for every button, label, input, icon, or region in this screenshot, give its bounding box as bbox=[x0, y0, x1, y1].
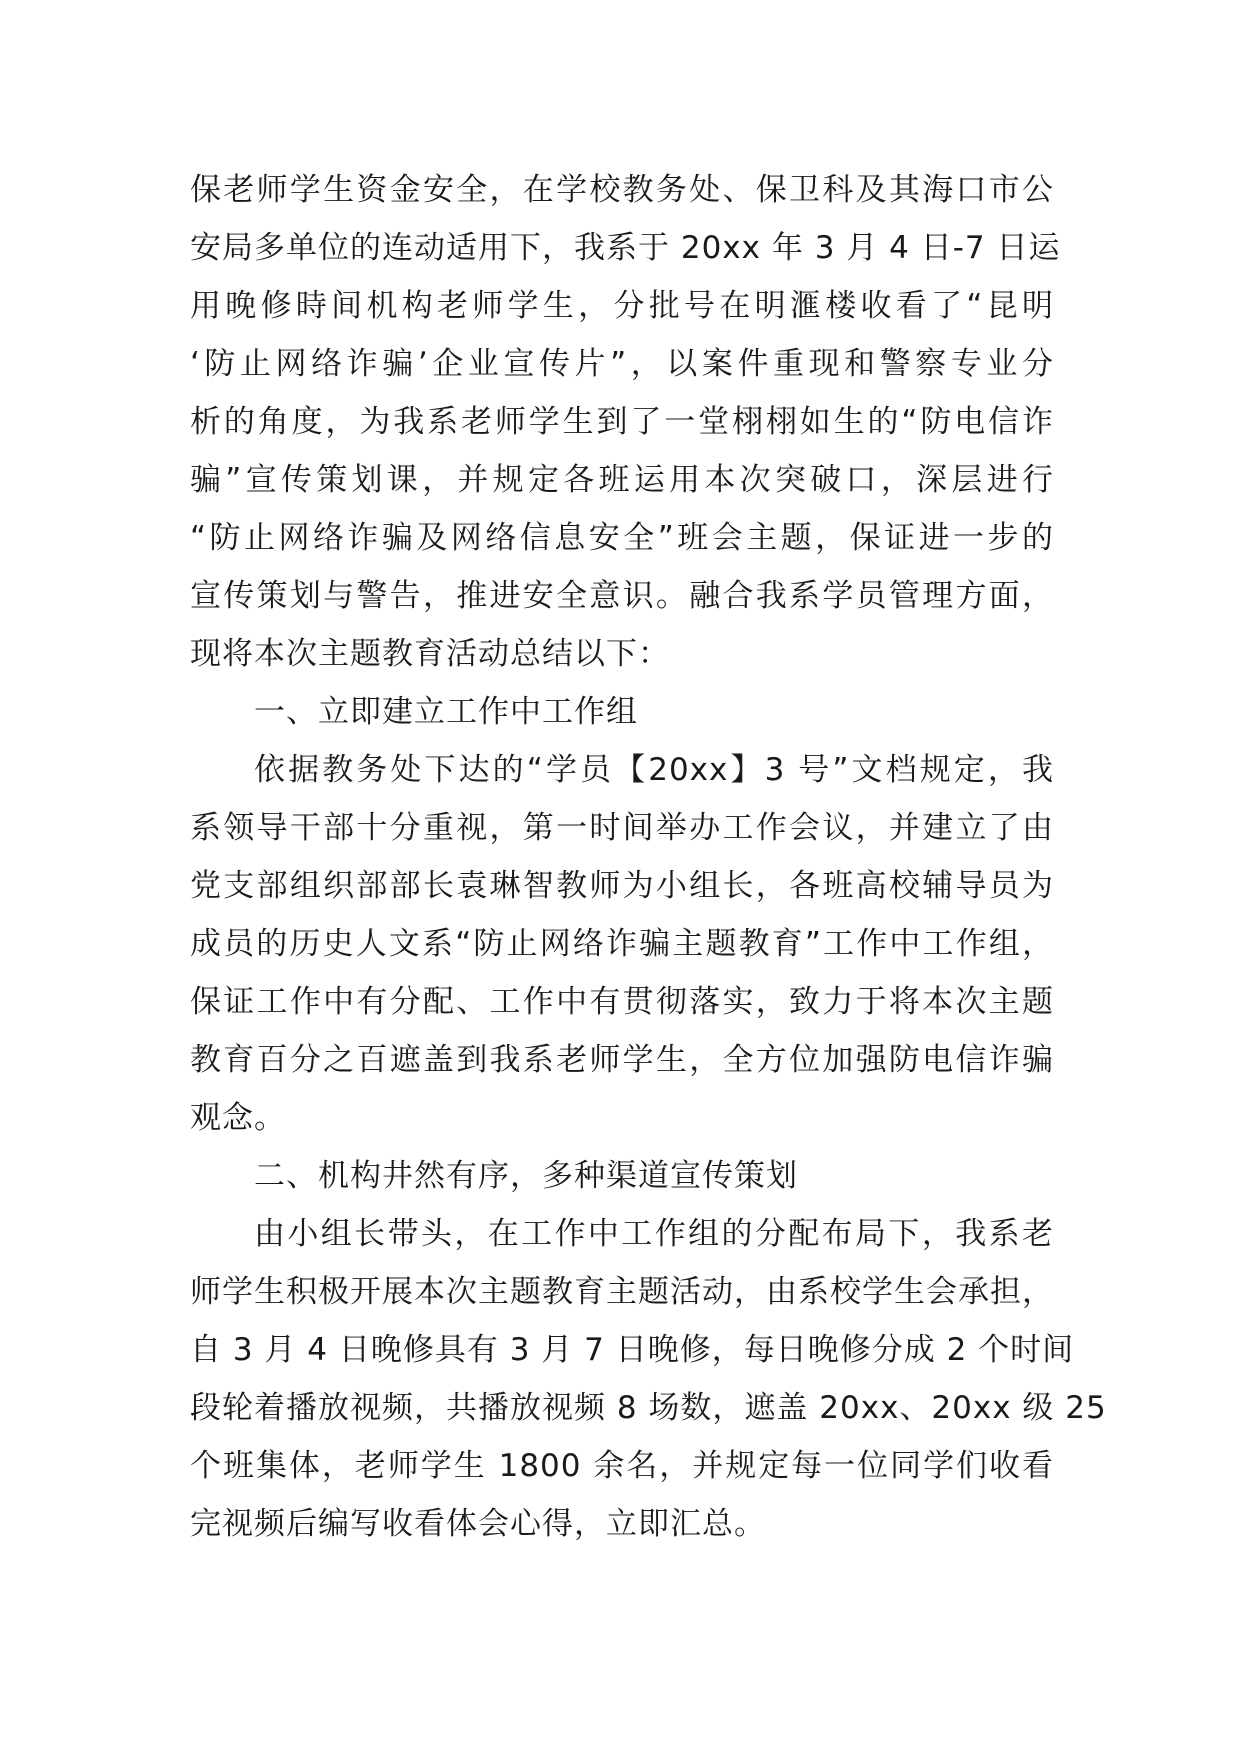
document-body bbox=[190, 161, 1107, 1553]
text-line: 保老师学生资金安全，在学校教务处、保卫科及其海口市公 bbox=[190, 172, 1054, 208]
text-line: 保证工作中有分配、工作中有贯彻落实，致力于将本次主题 bbox=[190, 984, 1054, 1020]
text-line: “防止网络诈骗及网络信息安全”班会主题，保证进一步的 bbox=[190, 520, 1054, 556]
text-line: 观念。 bbox=[190, 1100, 286, 1136]
text-line: 师学生积极开展本次主题教育主题活动，由系校学生会承担， bbox=[190, 1274, 1054, 1310]
section-heading: 一、立即建立工作中工作组 bbox=[254, 694, 638, 730]
section-heading: 二、机构井然有序，多种渠道宣传策划 bbox=[254, 1158, 798, 1194]
text-line: 宣传策划与警告，推进安全意识。融合我系学员管理方面， bbox=[190, 578, 1054, 614]
text-line: 安局多单位的连动适用下，我系于 20xx 年 3 月 4 日-7 日运 bbox=[190, 230, 1061, 266]
text-line: 现将本次主题教育活动总结以下： bbox=[190, 636, 670, 672]
text-line: 段轮着播放视频，共播放视频 8 场数，遮盖 20xx、20xx 级 25 bbox=[190, 1390, 1107, 1426]
text-line: 完视频后编写收看体会心得，立即汇总。 bbox=[190, 1506, 766, 1542]
text-line: 个班集体，老师学生 1800 余名，并规定每一位同学们收看 bbox=[190, 1448, 1054, 1484]
text-line: 用晚修時间机构老师学生，分批号在明滙楼收看了“昆明 bbox=[190, 288, 1054, 324]
text-line: 依据教务处下达的“学员【20xx】3 号”文档规定，我 bbox=[254, 752, 1054, 788]
text-line: ‘防止网络诈骗’企业宣传片”，以案件重现和警察专业分 bbox=[190, 346, 1054, 382]
text-line: 析的角度，为我系老师学生到了一堂栩栩如生的“防电信诈 bbox=[190, 404, 1054, 440]
text-line: 系领导干部十分重视，第一时间举办工作会议，并建立了由 bbox=[190, 810, 1054, 846]
text-line: 党支部组织部部长袁琳智教师为小组长，各班高校辅导员为 bbox=[190, 868, 1054, 904]
text-line: 教育百分之百遮盖到我系老师学生，全方位加强防电信诈骗 bbox=[190, 1042, 1054, 1078]
text-line: 自 3 月 4 日晚修具有 3 月 7 日晚修，每日晚修分成 2 个时间 bbox=[190, 1332, 1075, 1368]
text-line: 骗”宣传策划课，并规定各班运用本次突破口，深层进行 bbox=[190, 462, 1054, 498]
text-line: 成员的历史人文系“防止网络诈骗主题教育”工作中工作组， bbox=[190, 926, 1054, 962]
text-line: 由小组长带头，在工作中工作组的分配布局下，我系老 bbox=[254, 1216, 1054, 1252]
